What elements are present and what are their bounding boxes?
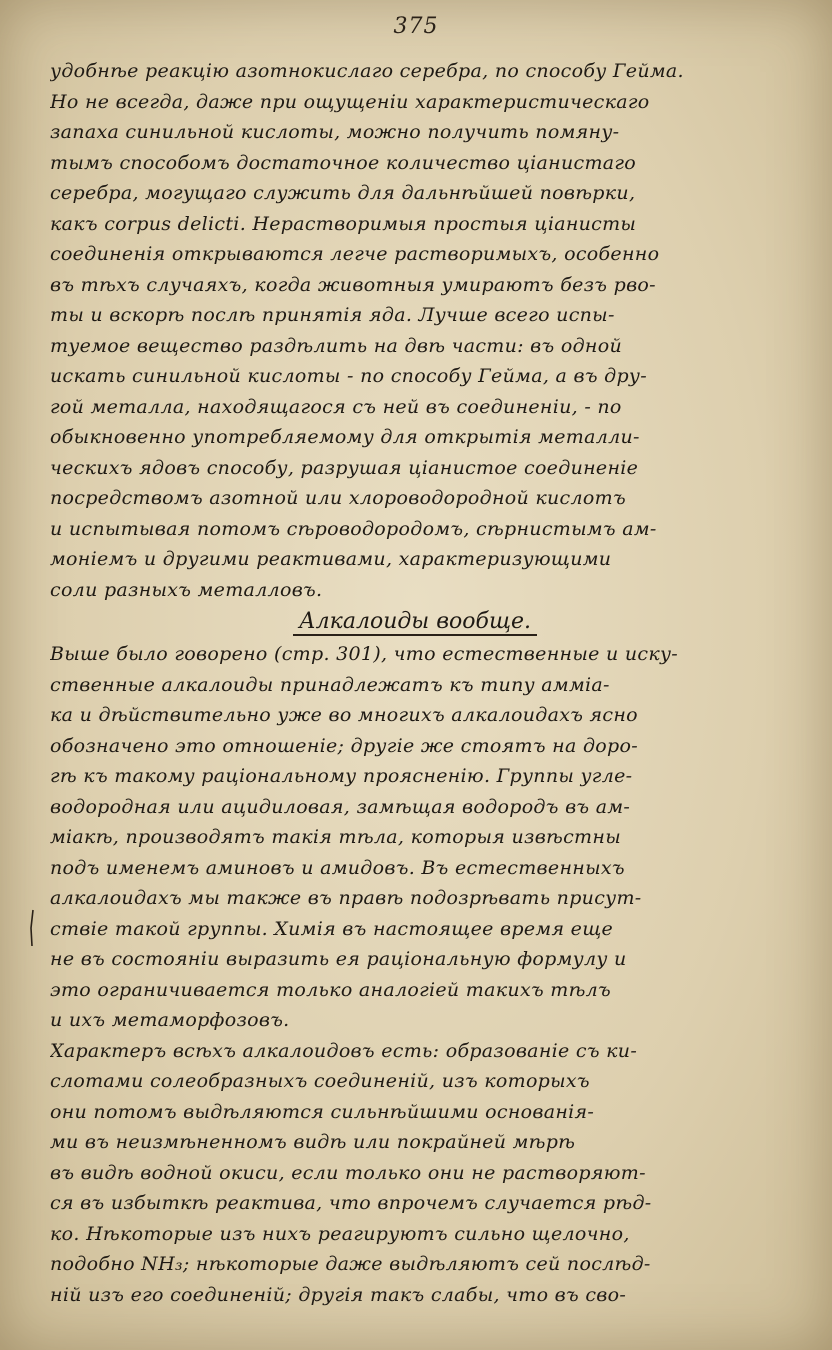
text-line: въ тѣхъ случаяхъ, когда животныя умираютъ безъ рво-: [50, 273, 656, 296]
section-heading-text: Алкалоиды вообще.: [293, 609, 537, 636]
text-line: обозначено это отношеніе; другіе же стоятъ на доро-: [50, 734, 638, 757]
text-line: обыкновенно употребляемому для открытія металли-: [50, 426, 640, 448]
text-line: и испытывая потомъ сѣроводородомъ, сѣрнистымъ ам-: [50, 517, 657, 540]
text-line: туемое вещество раздѣлить на двѣ части: въ одной: [50, 334, 623, 357]
text-line: запаха синильной кислоты, можно получить помяну-: [50, 121, 620, 143]
text-line: не въ состояніи выразить ея раціональную формулу и: [50, 948, 627, 970]
text-line: это ограничивается только аналогiей такихъ тѣлъ: [50, 978, 611, 1001]
text-line: соли разныхъ металловъ.: [50, 578, 323, 601]
text-line: ка и дѣйствительно уже во многихъ алкалоидахъ ясно: [50, 704, 638, 726]
text-line: моніемъ и другими реактивами, характеризующими: [50, 548, 612, 570]
text-line: ній изъ его соединеній; другія такъ слабы, что въ сво-: [50, 1283, 627, 1306]
text-line: ся въ избыткѣ реактива, что впрочемъ случается рѣд-: [50, 1192, 652, 1214]
text-line: подъ именемъ аминовъ и амидовъ. Въ естественныхъ: [50, 856, 625, 879]
text-line: соединенія открываются легче растворимыхъ, особенно: [50, 243, 660, 265]
text-line: ствіе такой группы. Химія въ настоящее время еще: [50, 917, 614, 940]
text-line: искать синильной кислоты - по способу Гейма, а въ дру-: [50, 365, 647, 387]
text-line: міакѣ, производятъ такія тѣла, которыя извѣстны: [50, 826, 621, 848]
body-text: [50, 56, 780, 1310]
text-line: гой металла, находящагося съ ней въ соединеніи, - по: [50, 395, 622, 418]
text-line: удобнѣе реакцію азотнокислаго серебра, по способу Гейма.: [50, 60, 684, 82]
text-line: ты и вскорѣ послѣ принятія яда. Лучше всего испы-: [50, 304, 615, 326]
page-number: 375: [393, 14, 439, 39]
text-line: они потомъ выдѣляются сильнѣйшими основанія-: [50, 1100, 595, 1123]
text-line: слотами солеобразныхъ соединеній, изъ которыхъ: [50, 1070, 590, 1092]
section-heading: [50, 605, 780, 639]
text-line: ко. Нѣкоторые изъ нихъ реагируютъ сильно щелочно,: [50, 1222, 630, 1245]
text-line: какъ corpus delicti. Нерастворимыя простыя ціанисты: [50, 212, 637, 235]
text-line: серебра, могущаго служить для дальнѣйшей повѣрки,: [50, 182, 636, 204]
text-line: подобно NH₃; нѣкоторые даже выдѣляютъ сей послѣд-: [50, 1253, 651, 1275]
text-line: посредствомъ азотной или хлороводородной кислотъ: [50, 487, 626, 509]
text-line: ческихъ ядовъ способу, разрушая ціанистое соединеніе: [50, 456, 639, 479]
text-line: ми въ неизмѣненномъ видѣ или покрайней мѣрѣ: [50, 1131, 576, 1153]
text-line: въ видѣ водной окиси, если только они не растворяют-: [50, 1161, 646, 1184]
margin-mark: [28, 908, 36, 948]
text-line: Выше было говорено (стр. 301), что естественные и иску-: [50, 643, 679, 665]
text-line: Характеръ всѣхъ алкалоидовъ есть: образованіе съ ки-: [50, 1039, 638, 1062]
text-line: водородная или ацидиловая, замѣщая водородъ въ ам-: [50, 795, 631, 818]
text-line: Но не всегда, даже при ощущеніи характеристическаго: [50, 90, 650, 113]
text-line: ственные алкалоиды принадлежатъ къ типу аммiа-: [50, 673, 610, 696]
text-line: тымъ способомъ достаточное количество ціанистаго: [50, 151, 637, 174]
text-line: гѣ къ такому раціональному проясненію. Группы угле-: [50, 765, 633, 787]
text-line: алкалоидахъ мы также въ правѣ подозрѣвать присут-: [50, 887, 642, 909]
text-line: и ихъ метаморфозовъ.: [50, 1009, 290, 1031]
